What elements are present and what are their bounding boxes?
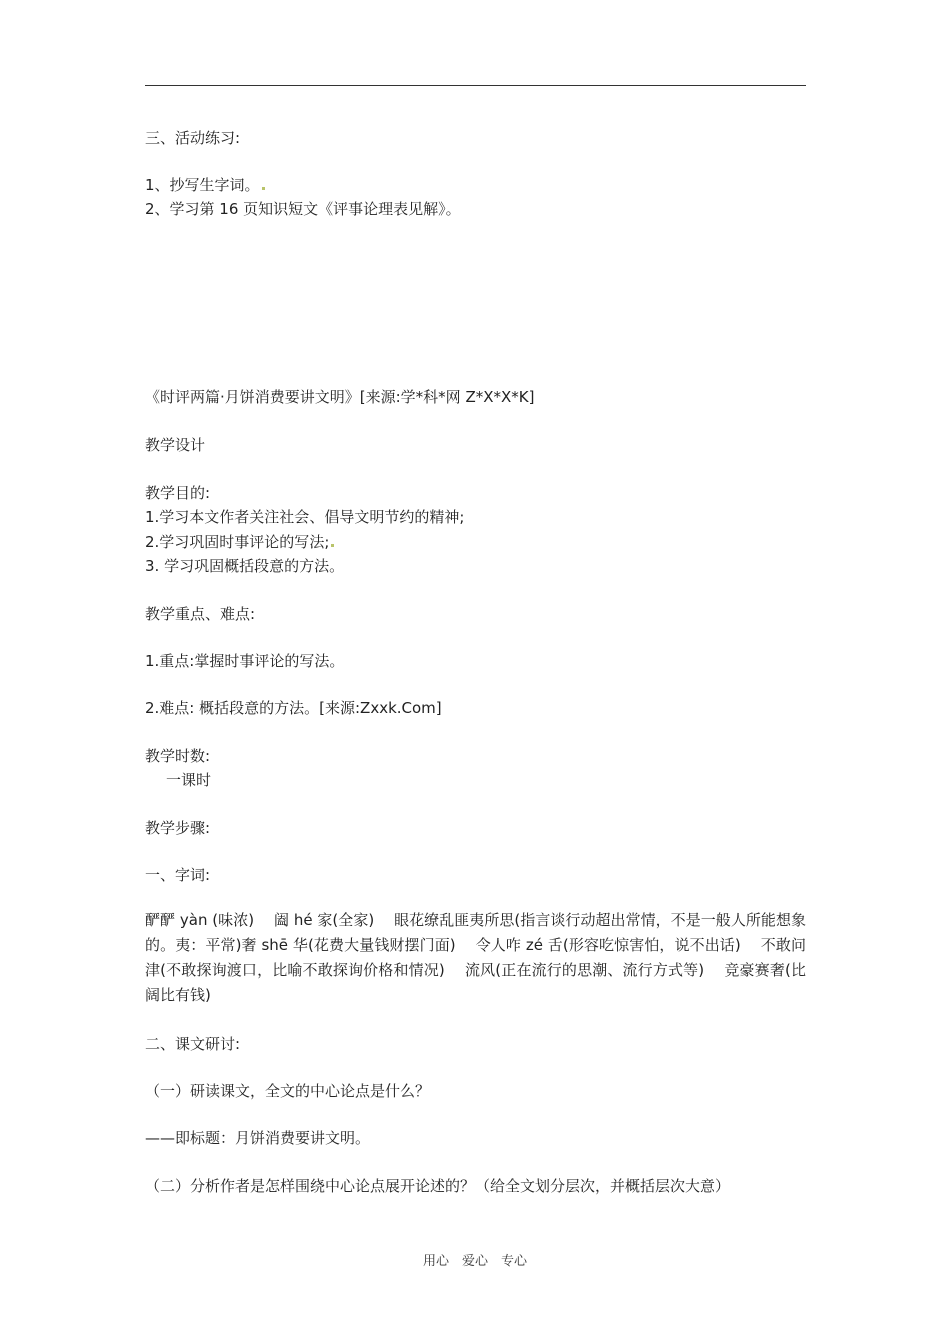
section3-title: 三、活动练习: xyxy=(145,129,241,147)
key-point: 1.重点:掌握时事评论的写法。 xyxy=(145,652,345,670)
text-study-label: 二、课文研讨: xyxy=(145,1035,241,1053)
section3-item-1: 1、抄写生字词。 xyxy=(145,175,265,195)
difficult-point: 2.难点: 概括段意的方法。[来源:Zxxk.Com] xyxy=(145,699,442,717)
words-paragraph: 酽酽 yàn (味浓) 阖 hé 家(全家) 眼花缭乱匪夷所思(指言谈行动超出常情，不是一般人所能想象的。夷：平常)奢 shē 华(花费大量钱财摆门面) 令人咋 zé 舌(形容吃惊害怕，说不出话) 不敢问津(不敢探询渡口，比喻不敢探询价格和情况) 流风(正在流行的思潮、流行方式等) 竞豪赛奢(比阔比有钱) xyxy=(145,911,806,1004)
design-label: 教学设计 xyxy=(145,436,206,454)
marker-dot xyxy=(331,544,334,547)
steps-label: 教学步骤: xyxy=(145,819,211,837)
goals-label: 教学目的: xyxy=(145,484,211,502)
words-label: 一、字词: xyxy=(145,866,211,884)
hours-label: 教学时数: xyxy=(145,747,211,765)
section3-item-2: 2、学习第 16 页知识短文《评事论理表见解》。 xyxy=(145,200,461,218)
key-label: 教学重点、难点: xyxy=(145,605,256,623)
goal-item-3: 3. 学习巩固概括段意的方法。 xyxy=(145,557,345,575)
hours-value: 一课时 xyxy=(166,771,212,789)
document-title: 《时评两篇·月饼消费要讲文明》[来源:学*科*网 Z*X*X*K] xyxy=(145,388,535,406)
goal-item-2: 2.学习巩固时事评论的写法; xyxy=(145,532,334,552)
answer-1: ——即标题：月饼消费要讲文明。 xyxy=(145,1129,371,1147)
question-1: （一）研读课文，全文的中心论点是什么？ xyxy=(145,1082,431,1100)
goal-item-1: 1.学习本文作者关注社会、倡导文明节约的精神; xyxy=(145,508,465,526)
header-rule xyxy=(145,85,806,86)
page-footer: 用心 爱心 专心 xyxy=(422,1254,527,1269)
marker-dot xyxy=(262,187,265,190)
question-2: （二）分析作者是怎样围绕中心论点展开论述的？（给全文划分层次，并概括层次大意） xyxy=(145,1177,731,1195)
